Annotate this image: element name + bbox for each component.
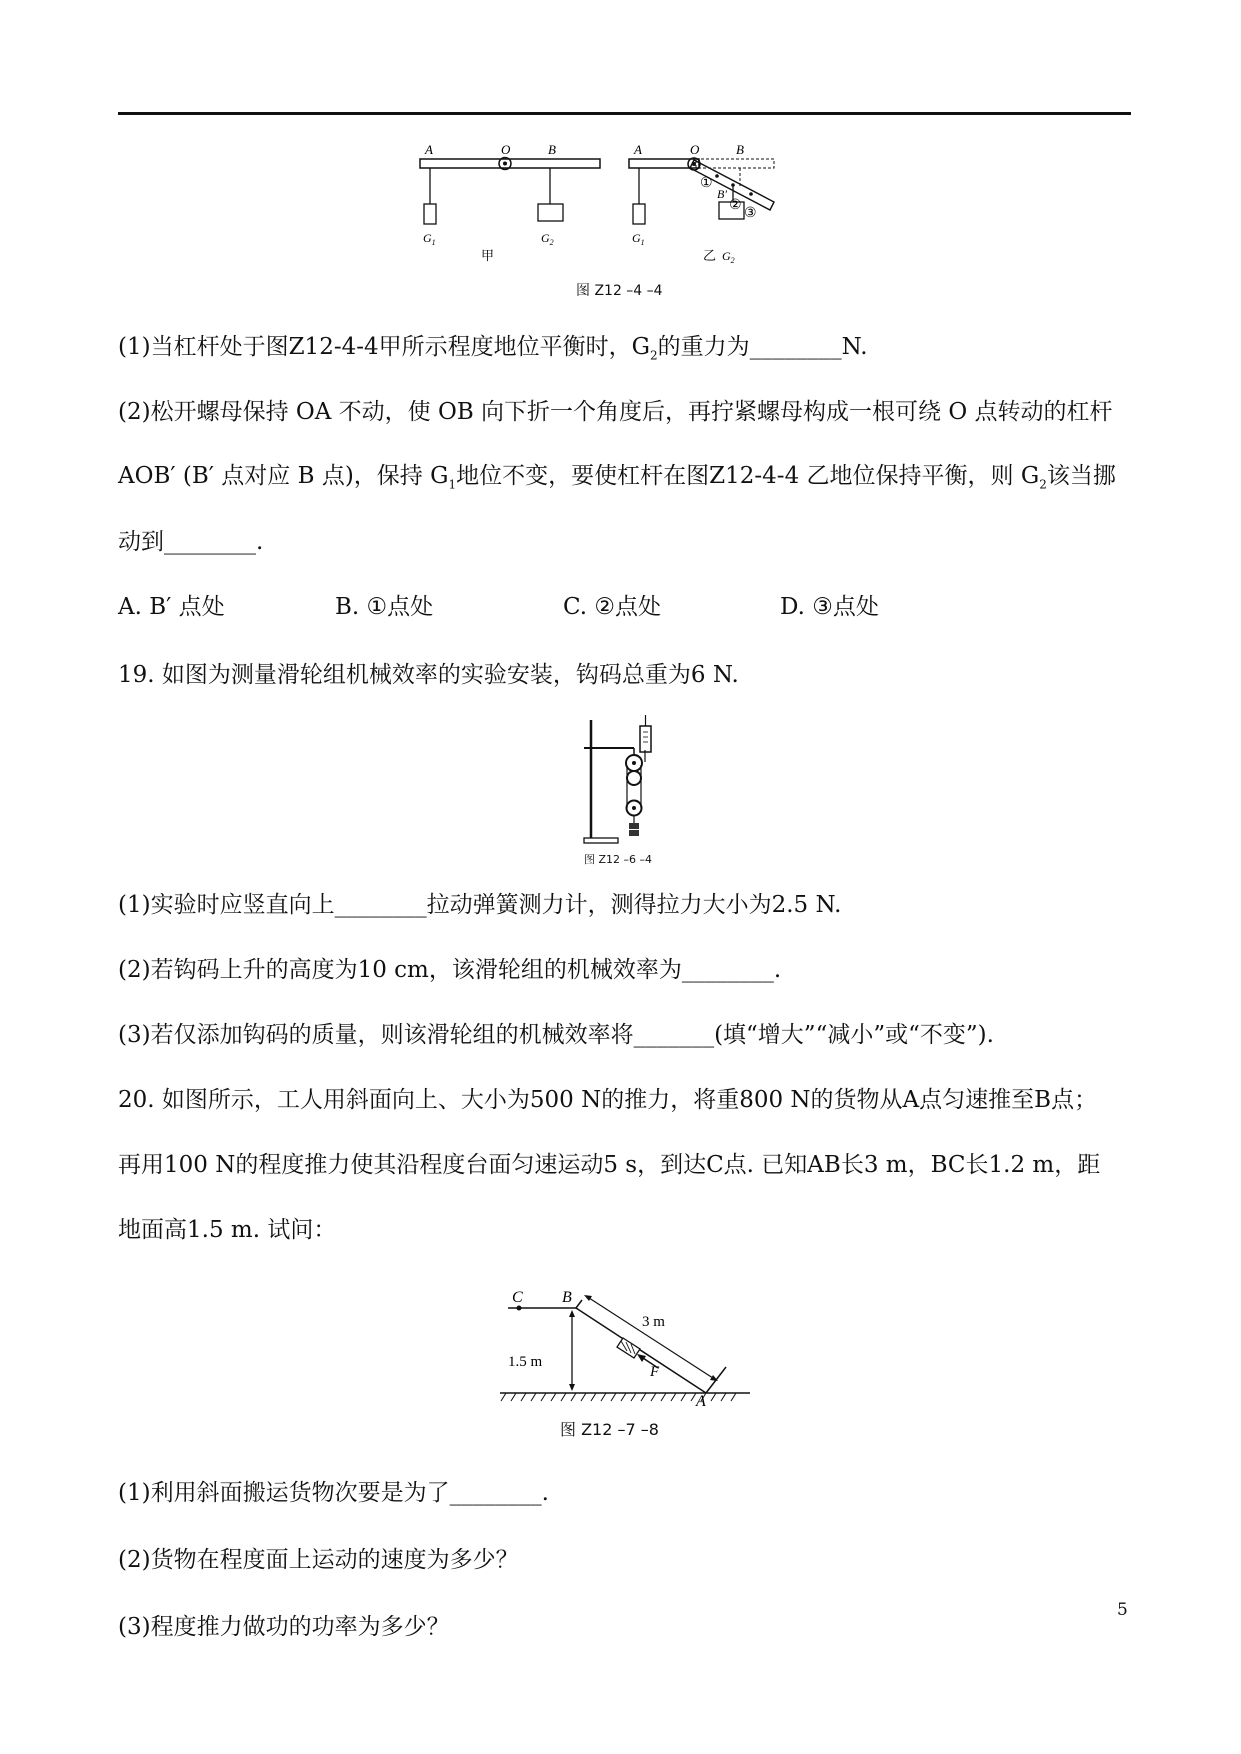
q18-part2-line1: (2)松开螺母保持 OA 不动，使 OB 向下折一个角度后，再拧紧螺母构成一根可绕 O 点转动的杠杆 bbox=[118, 399, 1113, 425]
q19-stem: 19. 如图为测量滑轮组机械效率的实验安装，钩码总重为6 N. bbox=[118, 662, 739, 688]
lever-yi bbox=[629, 142, 774, 265]
q18-part2-line2: AOB′ (B′ 点对应 B 点)，保持 $G_1$地位不变，要使杠杆在图Z12-4-4 乙地位保持平衡，则 $G_2$该当挪 bbox=[118, 463, 1116, 492]
mark-1: ① bbox=[700, 176, 713, 191]
point-o-label-yi: O bbox=[690, 142, 700, 157]
point-b-label-incline: B bbox=[562, 1289, 572, 1306]
figure-caption-lever: 图 Z12 –4 –4 bbox=[576, 283, 663, 299]
q20-part2: (2)货物在程度面上运动的速度为多少？ bbox=[118, 1547, 519, 1573]
q19-part3: (3)若仅添加钩码的质量，则该滑轮组的机械效率将_______(填“增大”“减小”或“不变”). bbox=[118, 1022, 994, 1048]
q18-part1: (1)当杠杆处于图Z12-4-4甲所示程度地位平衡时，$G_2$的重力为________N. bbox=[118, 334, 868, 363]
force-label: F bbox=[650, 1364, 660, 1380]
incline-figure bbox=[500, 1268, 760, 1408]
mark-3: ③ bbox=[744, 206, 757, 221]
lever-jia bbox=[420, 142, 600, 263]
q20-stem-line1: 20. 如图所示，工人用斜面向上、大小为500 N的推力，将重800 N的货物从A点匀速推至B点； bbox=[118, 1087, 1098, 1113]
point-a-label-incline: A bbox=[696, 1393, 706, 1408]
label-jia: 甲 bbox=[481, 248, 495, 263]
pulley-figure bbox=[580, 710, 660, 846]
q18-option-d: D. ③点处 bbox=[780, 594, 879, 620]
figure-caption-pulley: 图 Z12 –6 –4 bbox=[584, 853, 653, 866]
q20-stem-line3: 地面高1.5 m. 试问： bbox=[118, 1217, 337, 1243]
q18-option-a: A. B′ 点处 bbox=[118, 594, 225, 620]
q19-part2: (2)若钩码上升的高度为10 cm，该滑轮组的机械效率为________. bbox=[118, 957, 782, 983]
header-rule bbox=[118, 112, 1131, 115]
g1-label: $G_1$ bbox=[423, 231, 436, 247]
length-label: 3 m bbox=[642, 1314, 665, 1330]
label-yi: 乙 bbox=[703, 248, 717, 263]
figure-caption-incline: 图 Z12 –7 –8 bbox=[560, 1420, 659, 1439]
point-c-label: C bbox=[512, 1289, 523, 1306]
point-b-label-yi: B bbox=[736, 142, 744, 157]
q19-part1: (1)实验时应竖直向上________拉动弹簧测力计，测得拉力大小为2.5 N. bbox=[118, 892, 842, 918]
lever-figure bbox=[410, 136, 850, 274]
g1-label-yi: $G_1$ bbox=[632, 231, 645, 247]
point-bprime-label: B′ bbox=[717, 187, 727, 201]
q18-option-b: B. ①点处 bbox=[335, 594, 434, 620]
q20-stem-line2: 再用100 N的程度推力使其沿程度台面匀速运动5 s，到达C点. 已知AB长3 m，BC长1.2 m，距 bbox=[118, 1152, 1101, 1178]
page-number: 5 bbox=[1117, 1600, 1128, 1620]
point-a-label-yi: A bbox=[634, 142, 642, 157]
point-o-label: O bbox=[501, 142, 511, 157]
point-a-label: A bbox=[425, 142, 433, 157]
q18-part2-line3: 动到________. bbox=[118, 529, 264, 555]
mark-2: ② bbox=[729, 198, 742, 213]
g2-label: $G_2$ bbox=[541, 231, 554, 247]
q20-part1: (1)利用斜面搬运货物次要是为了________. bbox=[118, 1480, 549, 1506]
height-label: 1.5 m bbox=[508, 1354, 543, 1370]
q18-option-c: C. ②点处 bbox=[563, 594, 662, 620]
point-b-label: B bbox=[548, 142, 556, 157]
g2-label-yi: $G_2$ bbox=[722, 249, 735, 265]
q20-part3: (3)程度推力做功的功率为多少？ bbox=[118, 1614, 450, 1640]
